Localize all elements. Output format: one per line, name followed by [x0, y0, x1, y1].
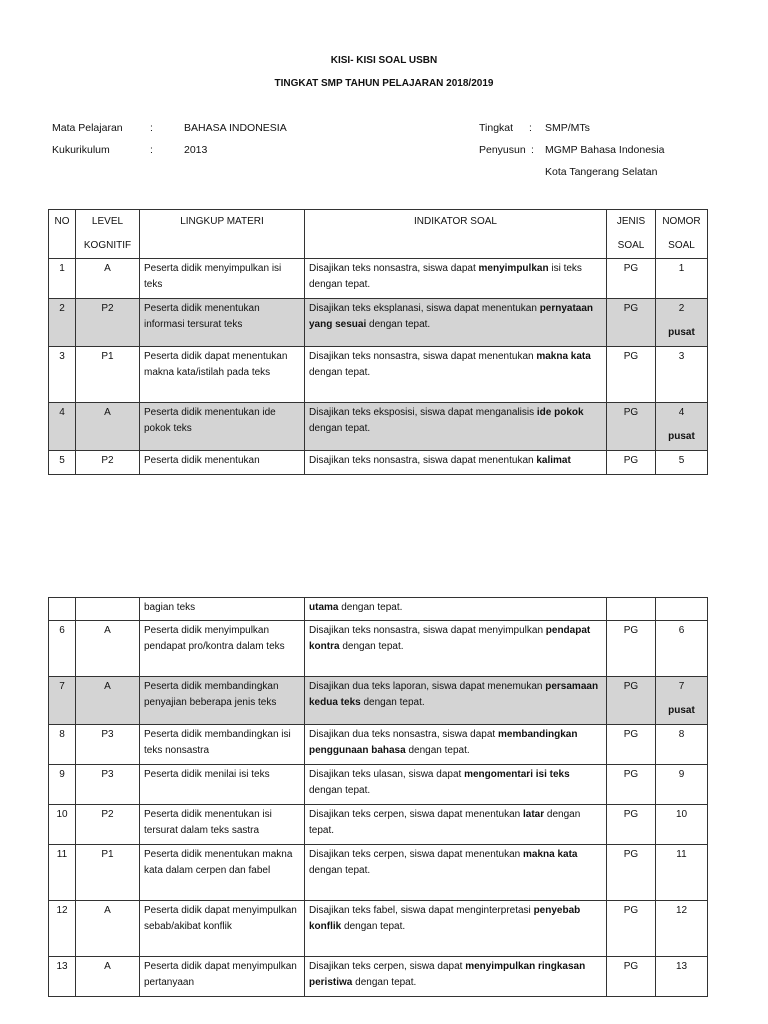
table-cell: Disajikan teks ulasan, siswa dapat mengomentari isi teks dengan tepat.: [305, 765, 607, 805]
table-cell: 4 pusat: [656, 403, 708, 451]
table-cell: Peserta didik dapat menyimpulkan sebab/akibat konflik: [140, 901, 305, 957]
table-cell: A: [76, 901, 140, 957]
table-cell: PG: [607, 403, 656, 451]
table-cell: P2: [76, 805, 140, 845]
kurikulum-label: Kukurikulum: [52, 144, 110, 156]
table-cell: 9: [49, 765, 76, 805]
table-cell: PG: [607, 901, 656, 957]
table-cell: 2 pusat: [656, 299, 708, 347]
table-cell: PG: [607, 805, 656, 845]
table-row: [49, 677, 708, 725]
kurikulum-sep: :: [150, 144, 153, 156]
table-header-row: [49, 210, 708, 259]
table-cell: Disajikan teks fabel, siswa dapat menginterpretasi penyebab konflik dengan tepat.: [305, 901, 607, 957]
table-cell: 8: [656, 725, 708, 765]
table-cell: Disajikan teks eksplanasi, siswa dapat menentukan pernyataan yang sesuai dengan tepat.: [305, 299, 607, 347]
header-nomor: NOMOR SOAL: [656, 210, 708, 259]
table-cell: Disajikan teks nonsastra, siswa dapat menentukan kalimat: [305, 451, 607, 475]
table-row: [49, 845, 708, 901]
table-row: [49, 765, 708, 805]
table-row: [49, 347, 708, 403]
table-cell: Disajikan dua teks nonsastra, siswa dapat membandingkan penggunaan bahasa dengan tepat.: [305, 725, 607, 765]
table-cell: Disajikan teks cerpen, siswa dapat menyimpulkan ringkasan peristiwa dengan tepat.: [305, 957, 607, 997]
table-cell: PG: [607, 725, 656, 765]
table-cell: 11: [49, 845, 76, 901]
header-indikator: INDIKATOR SOAL: [305, 210, 607, 259]
kisi-table-page2: [48, 597, 708, 997]
table-cell: 9: [656, 765, 708, 805]
header-level: LEVEL KOGNITIF: [76, 210, 140, 259]
table-cell: bagian teks: [140, 598, 305, 621]
table-cell: 6: [656, 621, 708, 677]
header-no: NO: [49, 210, 76, 259]
table-cell: PG: [607, 677, 656, 725]
table-cell: PG: [607, 957, 656, 997]
table-cell: 3: [656, 347, 708, 403]
table-cell: Peserta didik membandingkan isi teks nonsastra: [140, 725, 305, 765]
header-jenis: JENIS SOAL: [607, 210, 656, 259]
table-cell: A: [76, 677, 140, 725]
header-lingkup: LINGKUP MATERI: [140, 210, 305, 259]
table-row: [49, 299, 708, 347]
table-cell: Peserta didik membandingkan penyajian beberapa jenis teks: [140, 677, 305, 725]
table-cell: Disajikan teks cerpen, siswa dapat menentukan latar dengan tepat.: [305, 805, 607, 845]
table-cell: PG: [607, 347, 656, 403]
table-cell: PG: [607, 621, 656, 677]
table-cell: 13: [656, 957, 708, 997]
table-cell: Peserta didik menentukan: [140, 451, 305, 475]
table-cell: [76, 598, 140, 621]
tingkat-sep: :: [529, 122, 532, 134]
table-row: [49, 901, 708, 957]
table-cell: [656, 598, 708, 621]
table-cell: PG: [607, 259, 656, 299]
table-cell: Disajikan teks nonsastra, siswa dapat menyimpulkan isi teks dengan tepat.: [305, 259, 607, 299]
table-row: [49, 957, 708, 997]
table-cell: Disajikan teks cerpen, siswa dapat menentukan makna kata dengan tepat.: [305, 845, 607, 901]
table-cell: PG: [607, 845, 656, 901]
table-cell: PG: [607, 765, 656, 805]
table-cell: A: [76, 403, 140, 451]
table-cell: Peserta didik menyimpulkan pendapat pro/kontra dalam teks: [140, 621, 305, 677]
table-cell: 12: [656, 901, 708, 957]
table-cell: Peserta didik menilai isi teks: [140, 765, 305, 805]
table-cell: 6: [49, 621, 76, 677]
pusat-badge: pusat: [668, 431, 695, 442]
table-cell: 7: [49, 677, 76, 725]
table-cell: Peserta didik dapat menentukan makna kata/istilah pada teks: [140, 347, 305, 403]
tingkat-value: SMP/MTs: [545, 122, 590, 134]
kurikulum-value: 2013: [184, 144, 208, 156]
table-cell: A: [76, 259, 140, 299]
table-cell: Disajikan dua teks laporan, siswa dapat menemukan persamaan kedua teks dengan tepat.: [305, 677, 607, 725]
table-cell: PG: [607, 299, 656, 347]
table-row: [49, 621, 708, 677]
table-cell: Disajikan teks eksposisi, siswa dapat menganalisis ide pokok dengan tepat.: [305, 403, 607, 451]
table-cell: Disajikan teks nonsastra, siswa dapat menyimpulkan pendapat kontra dengan tepat.: [305, 621, 607, 677]
table-cell: 11: [656, 845, 708, 901]
table-row: [49, 451, 708, 475]
table-cell: 10: [656, 805, 708, 845]
mapel-sep: :: [150, 122, 153, 134]
table-row: [49, 598, 708, 621]
table-cell: P3: [76, 725, 140, 765]
pusat-badge: pusat: [668, 705, 695, 716]
document-title: KISI- KISI SOAL USBN: [330, 55, 438, 66]
mapel-value: BAHASA INDONESIA: [184, 122, 287, 134]
table-cell: P2: [76, 299, 140, 347]
table-cell: P3: [76, 765, 140, 805]
table-cell: 10: [49, 805, 76, 845]
table-row: [49, 805, 708, 845]
table-cell: Peserta didik menyimpulkan isi teks: [140, 259, 305, 299]
table-cell: [49, 598, 76, 621]
table-row: [49, 259, 708, 299]
table-cell: 5: [656, 451, 708, 475]
table-cell: PG: [607, 451, 656, 475]
table-cell: 3: [49, 347, 76, 403]
table-cell: A: [76, 957, 140, 997]
table-cell: 4: [49, 403, 76, 451]
penyusun-sep: :: [531, 144, 534, 156]
mapel-label: Mata Pelajaran: [52, 122, 123, 134]
pusat-badge: pusat: [668, 327, 695, 338]
document-subtitle: TINGKAT SMP TAHUN PELAJARAN 2018/2019: [274, 78, 494, 89]
table-cell: [607, 598, 656, 621]
table-cell: P2: [76, 451, 140, 475]
table-cell: 1: [49, 259, 76, 299]
table-cell: Peserta didik menentukan makna kata dalam cerpen dan fabel: [140, 845, 305, 901]
table-cell: 7 pusat: [656, 677, 708, 725]
table-cell: 5: [49, 451, 76, 475]
table-cell: Peserta didik menentukan informasi tersurat teks: [140, 299, 305, 347]
table-cell: Disajikan teks nonsastra, siswa dapat menentukan makna kata dengan tepat.: [305, 347, 607, 403]
table-cell: Peserta didik menentukan ide pokok teks: [140, 403, 305, 451]
tingkat-label: Tingkat: [479, 122, 514, 134]
kisi-table-page1: [48, 209, 708, 475]
table-cell: Peserta didik dapat menyimpulkan pertanyaan: [140, 957, 305, 997]
table-cell: 8: [49, 725, 76, 765]
table-cell: Peserta didik menentukan isi tersurat dalam teks sastra: [140, 805, 305, 845]
table-row: [49, 403, 708, 451]
table-cell: utama dengan tepat.: [305, 598, 607, 621]
table-cell: A: [76, 621, 140, 677]
table-cell: P1: [76, 347, 140, 403]
penyusun-value: MGMP Bahasa Indonesia: [545, 144, 665, 156]
table-cell: 1: [656, 259, 708, 299]
table-cell: 2: [49, 299, 76, 347]
table-cell: P1: [76, 845, 140, 901]
table-row: [49, 725, 708, 765]
table-cell: 13: [49, 957, 76, 997]
table-cell: 12: [49, 901, 76, 957]
kota-value: Kota Tangerang Selatan: [545, 166, 658, 178]
penyusun-label: Penyusun: [479, 144, 526, 156]
